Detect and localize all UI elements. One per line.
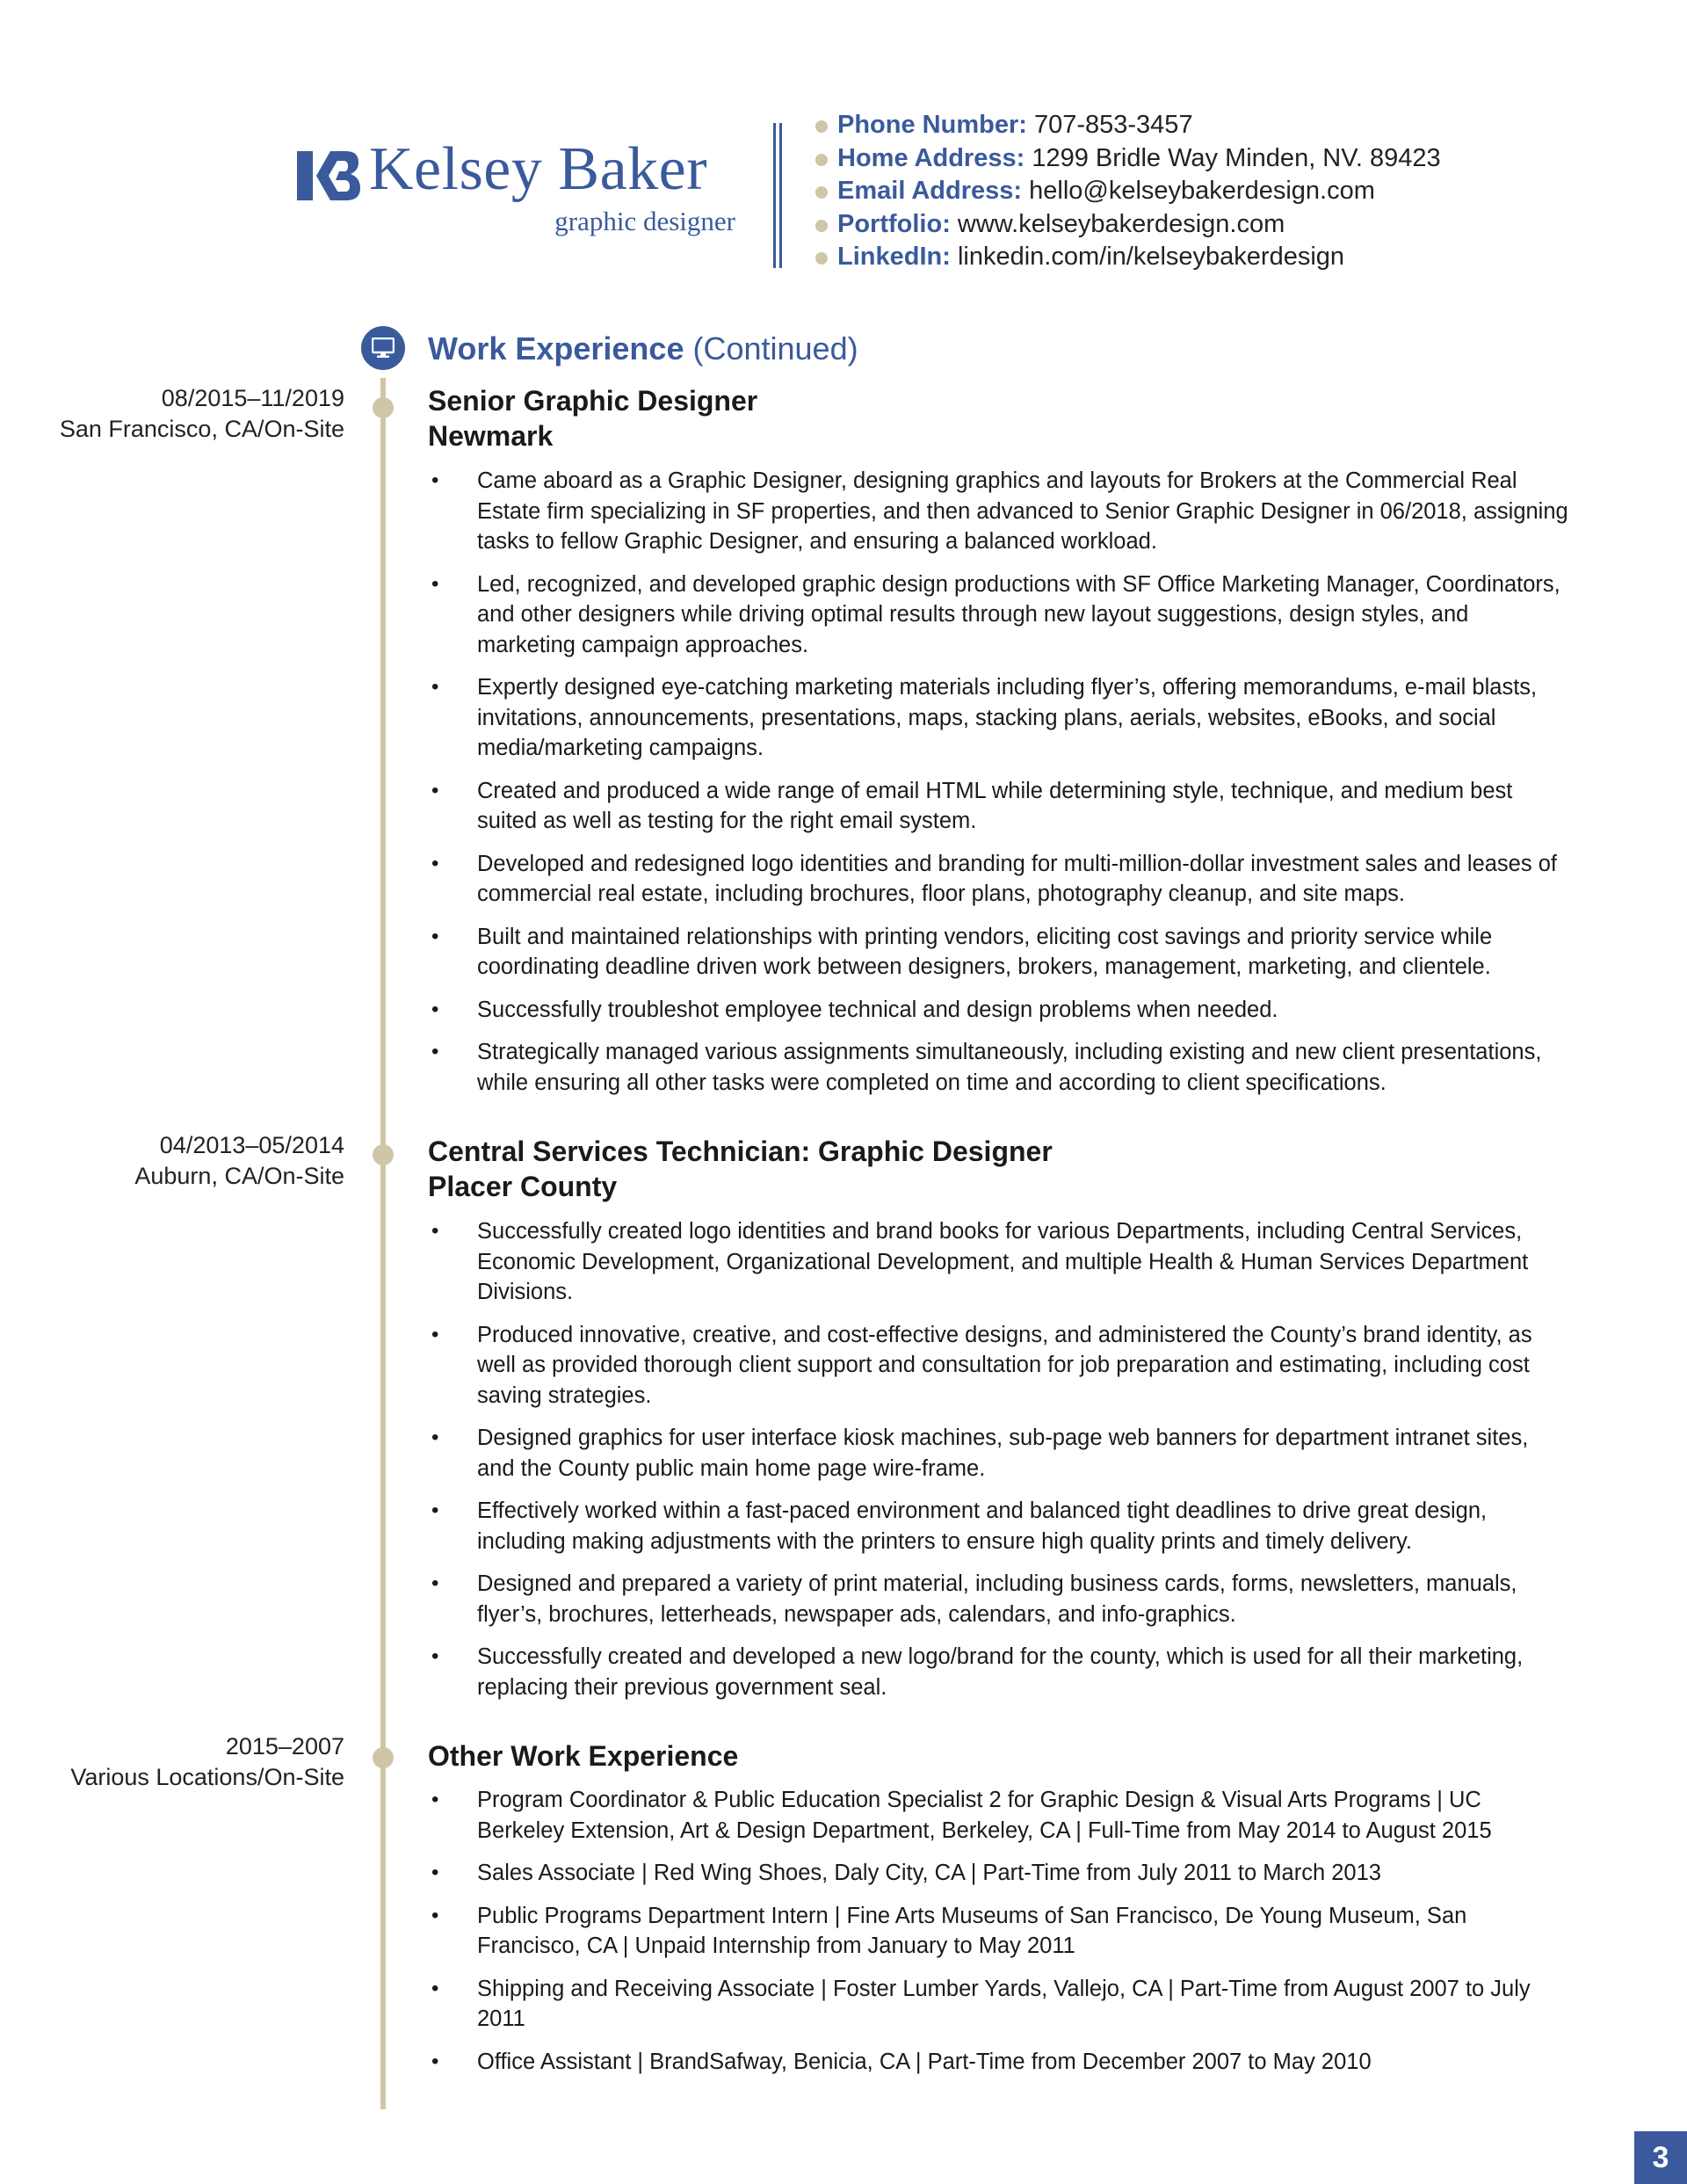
contact-linkedin [815, 241, 1441, 274]
header-divider [779, 123, 782, 268]
timeline-node [373, 397, 394, 418]
job-dates: 04/2013–05/2014 [159, 1132, 344, 1158]
section-title-suffix: (Continued) [692, 330, 858, 366]
list-item [428, 995, 1570, 1026]
bullet-text: Built and maintained relationships with printing vendors, eliciting cost savings and priority service while coordinating deadline driven work between designers, brokers, management, marketing, and clientele. [477, 924, 1493, 979]
contact-value: hello@kelseybakerdesign.com [1029, 177, 1375, 205]
contact-email [815, 175, 1441, 208]
list-item [428, 570, 1570, 661]
bullet-text: Successfully created logo identities and brand books for various Departments, including Central Services, Economic Development, Organizational Development, and multiple Health & Human Services Department Divisions. [477, 1219, 1529, 1304]
contact-label: LinkedIn: [837, 243, 951, 271]
bullet-icon: • [431, 675, 439, 699]
bullet-icon: • [431, 1322, 439, 1346]
job-location: San Francisco, CA/On-Site [59, 416, 344, 442]
contact-label: Phone Number: [837, 111, 1027, 139]
bullet-text: Effectively worked within a fast-paced environment and balanced tight deadlines to drive great design, including making adjustments with the printers to ensure high quality prints and timely delivery. [477, 1498, 1488, 1554]
bullet-icon: • [431, 1788, 439, 1811]
bullet-text: Shipping and Receiving Associate | Foster Lumber Yards, Vallejo, CA | Part-Time from August 2007 to July 2011 [477, 1976, 1531, 2031]
job-title: Other Work Experience [428, 1740, 739, 1772]
bullet-icon: • [431, 1426, 439, 1449]
bullet-icon: • [431, 1040, 439, 1063]
bullet-icon: • [431, 1644, 439, 1668]
bullet-text: Expertly designed eye-catching marketing materials including flyer’s, offering memorandums, e-mail blasts, invitations, announcements, presentations, maps, stacking plans, aerials, websites, eBooks, and social media/marketing campaigns. [477, 675, 1538, 760]
bullet-icon: • [431, 1498, 439, 1522]
job-location: Various Locations/On-Site [70, 1764, 344, 1790]
contact-value: www.kelseybakerdesign.com [957, 209, 1285, 238]
bullet-text: Program Coordinator & Public Education Specialist 2 for Graphic Design & Visual Arts Programs | UC Berkeley Extension, Art & Design Department, Berkeley, CA | Full-Time from May 2014 to August 2015 [477, 1788, 1492, 1843]
job-title: Central Services Technician: Graphic Designer [428, 1136, 1053, 1167]
bullet-text: Designed and prepared a variety of print material, including business cards, forms, newsletters, manuals, flyer’s, brochures, letterheads, newspaper ads, calendars, and info-graphics. [477, 1571, 1517, 1627]
contact-label: Email Address: [837, 177, 1023, 205]
list-item [428, 1974, 1570, 2035]
timeline-node [373, 1144, 394, 1165]
contact-phone [815, 109, 1441, 142]
section-title [428, 330, 858, 367]
list-item [428, 1858, 1570, 1889]
bullet-dot-icon [815, 186, 828, 199]
contact-portfolio [815, 208, 1441, 242]
job-title: Senior Graphic Designer [428, 385, 758, 417]
job-company: Placer County [428, 1171, 618, 1202]
bullet-dot-icon [815, 120, 828, 133]
job-bullets [428, 1216, 1570, 1715]
bullet-text: Created and produced a wide range of email HTML while determining style, technique, and medium best suited as well as testing for the right email system. [477, 778, 1513, 833]
bullet-text: Produced innovative, creative, and cost-effective designs, and administered the County’s brand identity, as well as provided thorough client support and consultation for job preparation and estimating, including cost saving strategies. [477, 1322, 1532, 1408]
bullet-icon: • [431, 851, 439, 875]
list-item [428, 922, 1570, 983]
bullet-icon: • [431, 1903, 439, 1927]
header-divider [773, 123, 776, 268]
bullet-text: Office Assistant | BrandSafway, Benicia, CA | Part-Time from December 2007 to May 2010 [477, 2049, 1372, 2074]
list-item [428, 1642, 1570, 1702]
list-item [428, 776, 1570, 837]
timeline-node [373, 1747, 394, 1768]
logo-tagline: graphic designer [554, 206, 735, 236]
list-item [428, 1423, 1570, 1484]
bullet-icon: • [431, 924, 439, 948]
bullet-dot-icon [815, 154, 828, 166]
bullet-icon: • [431, 997, 439, 1021]
list-item [428, 1901, 1570, 1962]
list-item [428, 1216, 1570, 1308]
logo-name: Kelsey Baker [369, 135, 708, 203]
job-meta [60, 383, 344, 445]
bullet-icon: • [431, 571, 439, 596]
job-bullets [428, 466, 1570, 1110]
job-bullets [428, 1785, 1570, 2089]
list-item [428, 849, 1570, 910]
bullet-icon: • [431, 1861, 439, 1884]
bullet-text: Sales Associate | Red Wing Shoes, Daly City, CA | Part-Time from July 2011 to March 2013 [477, 1861, 1381, 1885]
bullet-text: Strategically managed various assignments simultaneously, including existing and new client presentations, while ensuring all other tasks were completed on time and according to client specifications. [477, 1040, 1542, 1095]
timeline-line [380, 378, 386, 2109]
bullet-icon: • [431, 778, 439, 802]
bullet-text: Led, recognized, and developed graphic design productions with SF Office Marketing Manager, Coordinators, and other designers while driving optimal results through new layout suggestions, design styles, and marketing campaign approaches. [477, 571, 1560, 657]
section-title-main: Work Experience [428, 330, 684, 366]
list-item [428, 1496, 1570, 1556]
contact-value: 707-853-3457 [1033, 111, 1193, 139]
monitor-icon [361, 326, 405, 370]
bullet-icon: • [431, 1219, 439, 1243]
bullet-dot-icon [815, 220, 828, 232]
list-item [428, 1037, 1570, 1098]
job-meta [70, 1731, 344, 1793]
kb-logo-mark-icon [295, 151, 360, 200]
page-number: 3 [1634, 2131, 1687, 2184]
list-item [428, 466, 1570, 557]
bullet-text: Designed graphics for user interface kiosk machines, sub-page web banners for department intranet sites, and the County public main home page wire-frame. [477, 1426, 1529, 1481]
bullet-text: Came aboard as a Graphic Designer, designing graphics and layouts for Brokers at the Commercial Real Estate firm specializing in SF properties, and then advanced to Senior Graphic Designer in 06/2018, assigning tasks to fellow Graphic Designer, and ensuring a balanced workload. [477, 468, 1568, 554]
bullet-text: Successfully troubleshot employee technical and design problems when needed. [477, 997, 1278, 1022]
list-item [428, 1569, 1570, 1629]
list-item [428, 1785, 1570, 1846]
contact-list [815, 109, 1441, 274]
bullet-dot-icon [815, 252, 828, 265]
job-dates: 08/2015–11/2019 [161, 385, 344, 411]
contact-address [815, 142, 1441, 176]
bullet-icon: • [431, 2049, 439, 2073]
list-item [428, 672, 1570, 764]
job-location: Auburn, CA/On-Site [134, 1163, 344, 1189]
job-company: Newmark [428, 420, 554, 452]
job-dates: 2015–2007 [225, 1733, 344, 1760]
bullet-text: Public Programs Department Intern | Fine Arts Museums of San Francisco, De Young Museum, San Francisco, CA | Unpaid Internship from January to May 2011 [477, 1903, 1467, 1958]
list-item [428, 2047, 1570, 2078]
contact-label: Home Address: [837, 143, 1025, 172]
list-item [428, 1320, 1570, 1411]
bullet-icon: • [431, 468, 439, 492]
bullet-icon: • [431, 1976, 439, 2000]
contact-label: Portfolio: [837, 209, 951, 238]
contact-value: linkedin.com/in/kelseybakerdesign [957, 243, 1345, 271]
job-meta [134, 1130, 344, 1192]
bullet-icon: • [431, 1571, 439, 1595]
contact-value: 1299 Bridle Way Minden, NV. 89423 [1032, 143, 1441, 172]
bullet-text: Developed and redesigned logo identities and branding for multi-million-dollar investment sales and leases of commercial real estate, including brochures, floor plans, photography cleanup, and site maps. [477, 851, 1557, 906]
bullet-text: Successfully created and developed a new logo/brand for the county, which is used for all their marketing, replacing their previous government seal. [477, 1644, 1524, 1700]
